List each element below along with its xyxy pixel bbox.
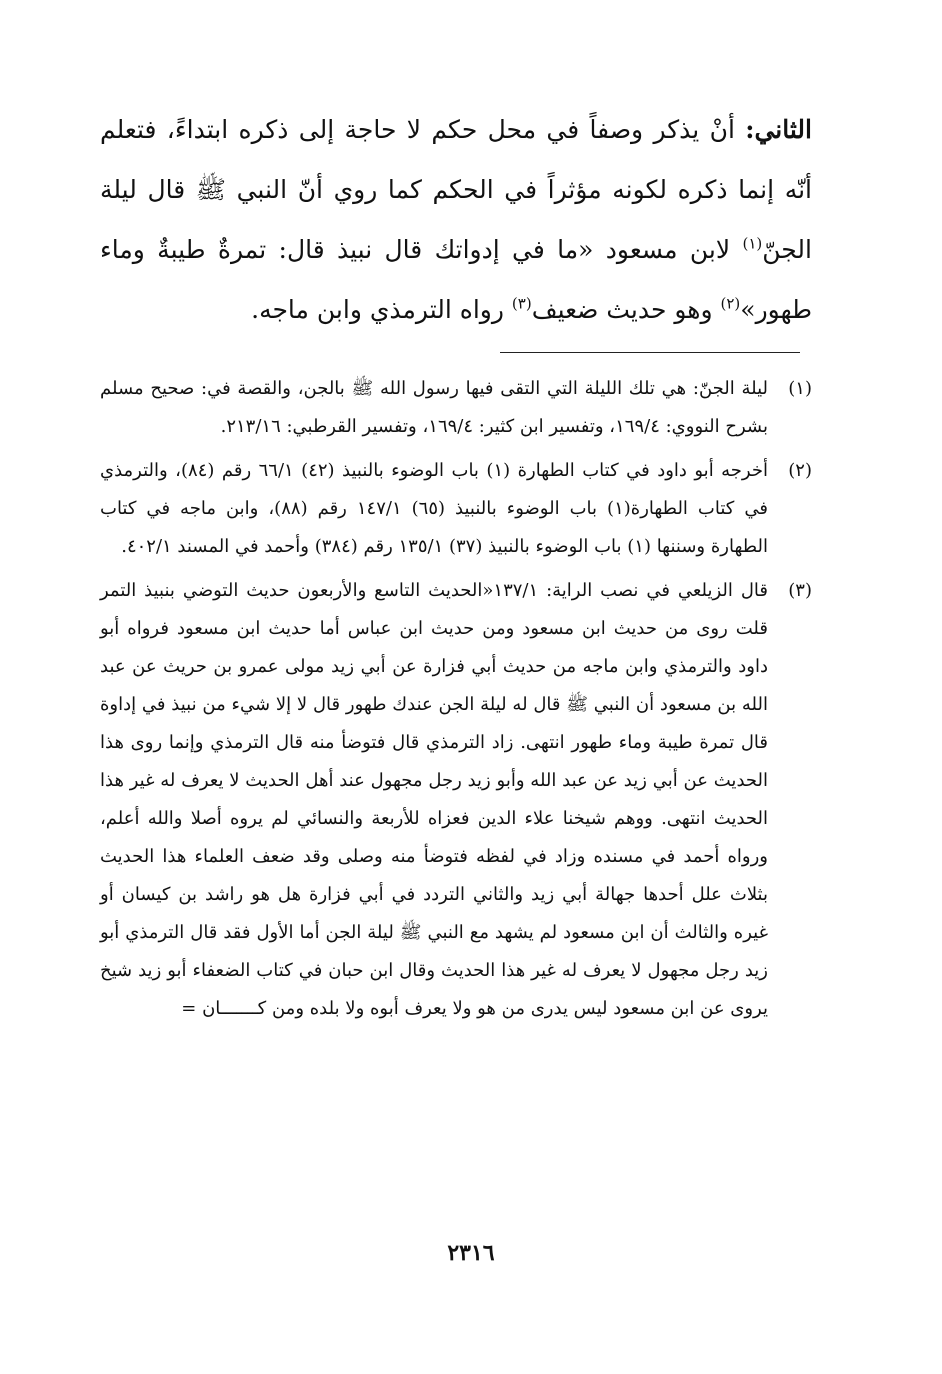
footnote-ref-3: (٣): [511, 294, 532, 313]
main-text: [100, 100, 812, 340]
footnote-text: قال الزيلعي في نصب الراية: ١٣٧/١«الحديث التاسع والأربعون حديث التوضي بنبيذ التمر قلت روى من حديث ابن مسعود ومن حديث ابن عباس أما حديث ابن مسعود فرواه أبو داود والترمذي وابن ماجه من حديث أبي فزارة عن أبي زيد مولى عمرو بن حريث عن عبد الله بن مسعود أن النبي ﷺ قال له ليلة الجن عندك طهور قال لا إلا شيء من نبيذ في إداوة قال تمرة طيبة وماء طهور انتهى. زاد الترمذي قال فتوضأ منه قال الترمذي وإنما روى هذا الحديث عن أبي زيد عن عبد الله وأبو زيد رجل مجهول عند أهل الحديث لا يعرف له غير هذا الحديث انتهى. ووهم شيخنا علاء الدين فعزاه للأربعة والنسائي لم يروه أصلا والله أعلم، ورواه أحمد في مسنده وزاد في لفظه فتوضأ منه وصلى وقد ضعف العلماء هذا الحديث بثلاث علل أحدها جهالة أبي زيد والثاني التردد في أبي فزارة هل هو راشد بن كيسان أو غيره والثالث أن ابن مسعود لم يشهد مع النبي ﷺ ليلة الجن أما الأول فقد قال الترمذي أبو زيد رجل مجهول لا يعرف له غير هذا الحديث وقال ابن حبان في كتاب الضعفاء أبو زيد شيخ يروى عن ابن مسعود ليس يدرى من هو ولا يعرف أبوه ولا بلده ومن كـــــــان =: [100, 580, 768, 1019]
footnote-number: (٢): [788, 460, 812, 481]
footnote-1: [100, 370, 812, 446]
main-text-part-4: رواه الترمذي وابن ماجه.: [251, 295, 512, 324]
footnote-text: أخرجه أبو داود في كتاب الطهارة (١) باب الوضوء بالنبيذ (٤٢) ٦٦/١ رقم (٨٤)، والترمذي في كتاب الطهارة(١) باب الوضوء بالنبيذ (٦٥) ١٤٧/١ رقم (٨٨)، وابن ماجه في كتاب الطهارة وسننها (١) باب الوضوء بالنبيذ (٣٧) ١٣٥/١ رقم (٣٨٤) وأحمد في المسند ٤٠٢/١.: [100, 460, 768, 557]
footnote-number: (٣): [788, 580, 812, 601]
footnote-3: [100, 572, 812, 1028]
footnote-number: (١): [788, 378, 812, 399]
footnotes: [100, 370, 812, 1034]
page-number: ٢٣١٦: [447, 1240, 495, 1266]
section-label: الثاني:: [745, 115, 812, 144]
footnote-text: ليلة الجنّ: هي تلك الليلة التي التقى فيها رسول الله ﷺ بالجن، والقصة في: صحيح مسلم بشرح النووي: ١٦٩/٤، وتفسير ابن كثير: ١٦٩/٤، وتفسير القرطبي: ٢١٣/١٦.: [100, 378, 768, 437]
footnote-divider: [500, 352, 800, 353]
footnote-2: [100, 452, 812, 566]
main-text-part-2: لابن مسعود «ما في إدواتك قال نبيذ قال: تمرةٌ طيبةٌ وماء طهور»: [100, 235, 812, 324]
main-text-part-1: أنْ يذكر وصفاً في محل حكم لا حاجة إلى ذكره ابتداءً، فتعلم أنّه إنما ذكره لكونه مؤثراً في الحكم كما روي أنّ النبي ﷺ قال ليلة الجنّ: [100, 115, 812, 264]
main-text-part-3: وهو حديث ضعيف: [531, 295, 721, 324]
footnote-ref-1: (١): [742, 234, 763, 253]
footnote-ref-2: (٢): [720, 294, 741, 313]
